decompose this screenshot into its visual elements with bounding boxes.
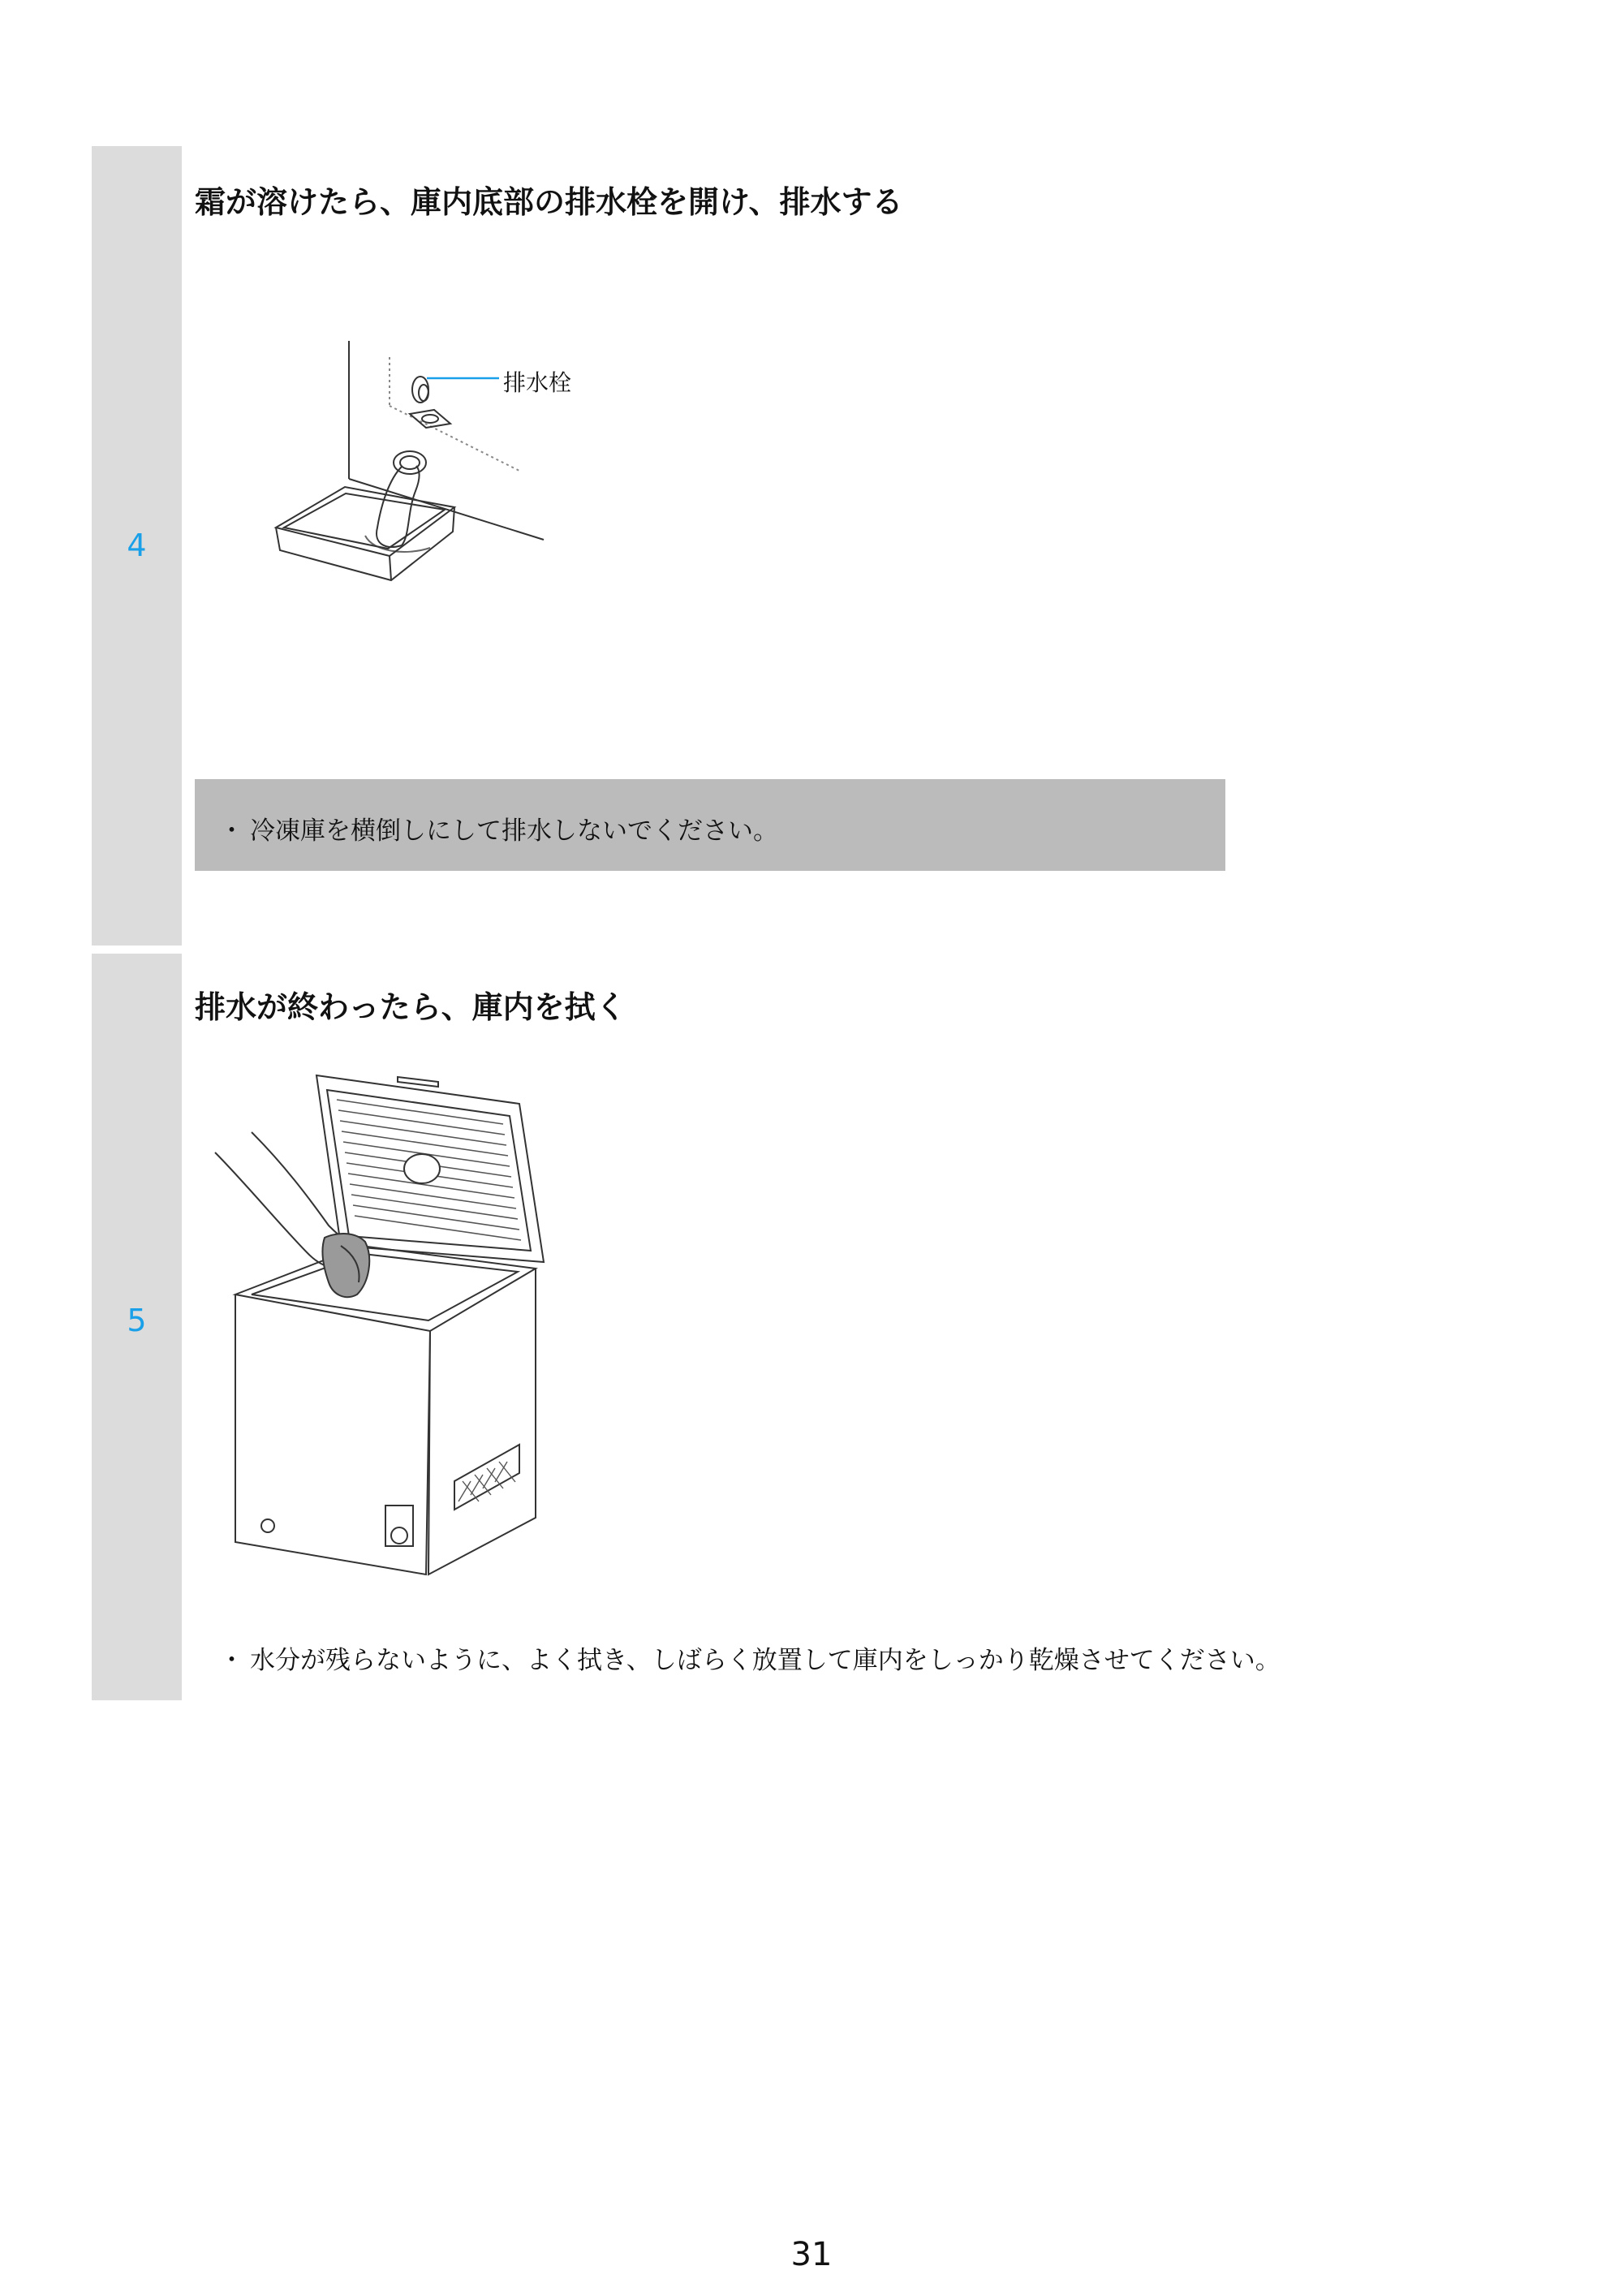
notice-line [219, 810, 778, 846]
step-4-sidebar [92, 146, 182, 946]
bullet-dot: ・ [219, 1646, 244, 1675]
drain-plug-label: 排水栓 [503, 369, 572, 396]
note-text: 水分が残らないように、よく拭き、しばらく放置して庫内をしっかり乾燥させてください。 [250, 1646, 1281, 1675]
bullet-dot: ・ [219, 816, 244, 846]
step-5-title: 排水が終わったら、庫内を拭く [195, 989, 626, 1025]
freezer-wiping-illustration [211, 1059, 552, 1579]
step-4-number: 4 [127, 528, 147, 563]
page-number: 31 [790, 2236, 833, 2273]
step-4-title: 霜が溶けたら、庫内底部の排水栓を開け、排水する [195, 184, 903, 220]
step-5-sidebar [92, 954, 182, 1700]
step-5-number: 5 [127, 1303, 147, 1338]
notice-text: 冷凍庫を横倒しにして排水しないでください。 [250, 816, 778, 846]
note-line [219, 1639, 1281, 1676]
